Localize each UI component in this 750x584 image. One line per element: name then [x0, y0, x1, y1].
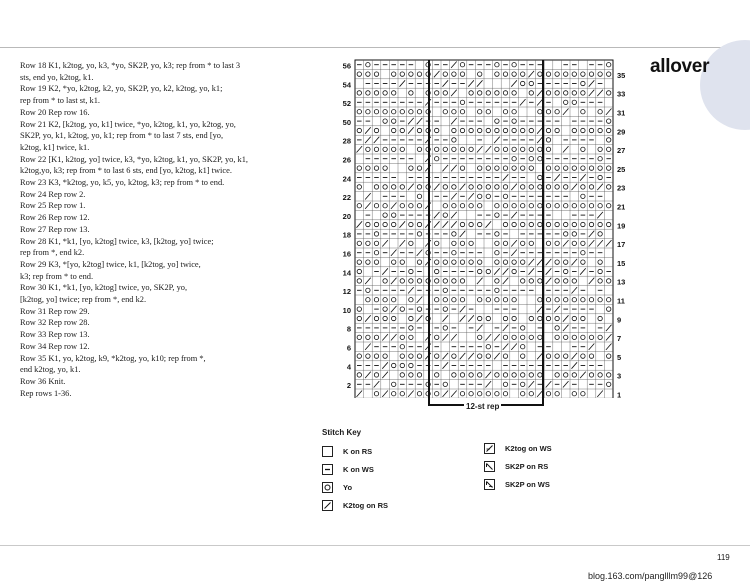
row-number-left: 10 — [342, 305, 351, 315]
row-number-right: 27 — [617, 146, 625, 156]
key-label: K on RS — [343, 447, 373, 456]
instruction-line: Row 35 K1, yo, k2tog, k9, *k2tog, yo, k10; rep from *, — [20, 353, 206, 363]
instruction-line: Row 21 K2, [k2tog, yo, k1] twice, *yo, k2tog, k1, yo, k2tog, yo, — [20, 119, 236, 129]
instruction-line: Row 19 K2, *yo, k2tog, k2, yo, SK2P, yo, k2, k2tog, yo, k1; — [20, 84, 223, 94]
row-number-right: 7 — [617, 334, 622, 344]
key-item-sk2p-ws — [484, 479, 550, 490]
instruction-line: Row 26 Rep row 12. — [20, 213, 90, 223]
instruction-line: Row 33 Rep row 13. — [20, 330, 90, 340]
key-item-k2tog-ws — [484, 443, 552, 454]
key-label: SK2P on WS — [505, 480, 550, 489]
page-number: 119 — [717, 553, 730, 562]
instruction-line: Rep rows 1-36. — [20, 388, 72, 398]
instruction-line: SK2P, yo, k1, k2tog, yo, k1; rep from * to last 7 sts, end [yo, — [20, 131, 224, 141]
row-number-right: 33 — [617, 89, 625, 99]
instruction-line: Row 27 Rep row 13. — [20, 224, 90, 234]
key-label: K on WS — [343, 465, 374, 474]
stitch-key-title: Stitch Key — [322, 428, 362, 437]
instruction-line: sts, end yo, k2tog, k1. — [20, 72, 94, 82]
row-number-left: 18 — [342, 230, 351, 240]
row-number-left: 56 — [342, 61, 351, 71]
row-number-left: 2 — [346, 381, 351, 391]
sk2p-dash-square-icon — [484, 479, 495, 490]
key-item-k-ws — [322, 464, 374, 475]
decorative-circle — [700, 40, 750, 130]
instruction-line: rep from *, end k2. — [20, 248, 85, 258]
section-title: allover — [650, 56, 710, 77]
row-number-left: 8 — [346, 324, 351, 334]
row-number-right: 9 — [617, 315, 622, 325]
row-number-left: 54 — [342, 80, 351, 90]
instruction-line: Row 32 Rep row 28. — [20, 318, 90, 328]
slash-dash-square-icon — [484, 443, 495, 454]
row-number-right: 5 — [617, 352, 622, 362]
row-number-right: 35 — [617, 70, 625, 80]
key-label: K2tog on RS — [343, 501, 388, 510]
row-number-left: 24 — [342, 174, 351, 184]
page-top-rule — [0, 47, 750, 48]
row-number-left: 16 — [342, 249, 351, 259]
key-item-sk2p-rs — [484, 461, 548, 472]
row-number-left: 26 — [342, 155, 351, 165]
circle-square-icon — [322, 482, 333, 493]
row-number-left: 6 — [346, 343, 351, 353]
row-number-left: 4 — [346, 362, 351, 372]
instruction-line: rep from * to last st, k1. — [20, 96, 101, 106]
row-number-right: 19 — [617, 221, 625, 231]
instruction-line: k2tog,yo, k3; rep from * to last 6 sts, end [yo, k2tog, k1] twice. — [20, 166, 232, 176]
instruction-line: end k2tog, yo, k1. — [20, 365, 81, 375]
instruction-line: Row 24 Rep row 2. — [20, 189, 86, 199]
row-number-left: 20 — [342, 211, 351, 221]
row-number-left: 14 — [342, 268, 351, 278]
instruction-line: Row 30 K1, *k1, [yo, k2tog] twice, yo, SK2P, yo, — [20, 283, 188, 293]
row-number-right: 3 — [617, 371, 622, 381]
repeat-label: 12-st rep — [466, 402, 500, 411]
row-number-right: 13 — [617, 277, 625, 287]
instruction-line: Row 29 K3, *[yo, k2tog] twice, k1, [k2tog, yo] twice, — [20, 259, 201, 269]
row-number-left: 28 — [342, 136, 351, 146]
row-number-left: 12 — [342, 287, 351, 297]
instruction-line: Row 34 Rep row 12. — [20, 341, 90, 351]
row-number-right: 25 — [617, 164, 625, 174]
row-number-right: 29 — [617, 127, 625, 137]
repeat-bracket — [428, 60, 544, 406]
key-label: SK2P on RS — [505, 462, 549, 471]
page-bottom-rule — [0, 545, 750, 546]
row-number-right: 15 — [617, 258, 625, 268]
instruction-line: [k2tog, yo] twice; rep from *, end k2. — [20, 295, 147, 305]
instruction-line: Row 23 K3, *k2tog, yo, k5, yo, k2tog, k3; rep from * to end. — [20, 178, 225, 188]
key-item-k2tog-rs — [322, 500, 388, 511]
key-item-yo — [322, 482, 352, 493]
instruction-line: Row 22 [K1, k2tog, yo] twice, k3, *yo, k2tog, k1, yo, SK2P, yo, k1, — [20, 154, 248, 164]
row-number-right: 31 — [617, 108, 625, 118]
row-number-left: 22 — [342, 193, 351, 203]
sk2p-square-icon — [484, 461, 495, 472]
instruction-line: Row 28 K1, *k1, [yo, k2tog] twice, k3, [k2tog, yo] twice; — [20, 236, 214, 246]
instruction-line: Row 20 Rep row 16. — [20, 107, 90, 117]
instruction-line: Row 31 Rep row 29. — [20, 306, 90, 316]
row-number-left: 50 — [342, 117, 351, 127]
slash-square-icon — [322, 500, 333, 511]
key-label: Yo — [343, 483, 353, 492]
row-number-left: 52 — [342, 99, 351, 109]
key-label: K2tog on WS — [505, 444, 552, 453]
instruction-line: k3; rep from * to end. — [20, 271, 94, 281]
blank-square-icon — [322, 446, 333, 457]
row-number-right: 23 — [617, 183, 625, 193]
watermark: blog.163.com/panglllm99@126 — [588, 571, 713, 581]
dash-square-icon — [322, 464, 333, 475]
instruction-line: Row 36 Knit. — [20, 376, 66, 386]
row-number-right: 11 — [617, 296, 625, 306]
row-number-right: 21 — [617, 202, 625, 212]
instruction-line: k2tog, k1] twice, k1. — [20, 142, 90, 152]
row-number-right: 17 — [617, 240, 625, 250]
row-number-right: 1 — [617, 390, 622, 398]
key-item-k-rs — [322, 446, 372, 457]
pattern-instructions — [20, 60, 320, 399]
instruction-line: Row 18 K1, k2tog, yo, k3, *yo, SK2P, yo, k3; rep from * to last 3 — [20, 61, 241, 70]
instruction-line: Row 25 Rep row 1. — [20, 201, 86, 211]
